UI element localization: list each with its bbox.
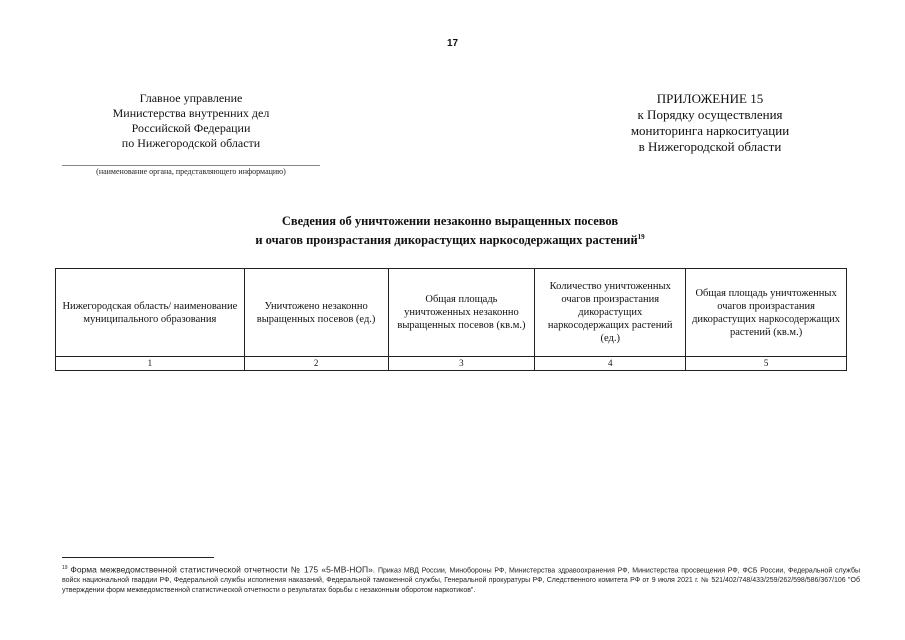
column-number: 5 [686,357,847,371]
authority-underline [62,165,320,166]
page-number: 17 [446,38,459,49]
report-table [55,268,847,371]
footnote-mark: 19 [62,565,68,571]
column-header-wild-foci-count: Количество уничтоженных очагов произрастания дикорастущих наркосодержащих растений (ед.) [535,269,686,357]
authority-caption: (наименование органа, представляющего информацию) [96,167,286,176]
authority-line: по Нижегородской области [121,136,261,150]
title-line-1: Сведения об уничтожении незаконно выращенных посевов [281,214,619,228]
appendix-line: ПРИЛОЖЕНИЕ 15 [656,91,764,106]
appendix-line: в Нижегородской области [638,139,782,154]
title-line-2-text: и очагов произрастания дикорастущих наркосодержащих растений [255,233,638,248]
authority-line: Российской Федерации [131,121,251,135]
appendix-line: к Порядку осуществления [637,107,783,122]
footnote [62,563,860,596]
reporting-authority [62,91,320,151]
footnote-lead: Форма межведомственной статистической отчетности № 175 «5-МВ-НОП». [70,564,376,575]
appendix-line: мониторинга наркоситуации [630,123,790,138]
title-line-2 [120,229,780,248]
column-number: 4 [535,357,686,371]
authority-line: Главное управление [139,91,243,105]
column-header-destroyed-crops: Уничтожено незаконно выращенных посевов (ед.) [244,269,388,357]
footnote-separator [62,557,214,558]
column-number: 2 [244,357,388,371]
column-number: 1 [56,357,245,371]
appendix-heading [600,91,820,155]
column-number-row [56,357,847,371]
document-title [120,213,780,248]
footnote-reference: 19 [637,233,645,241]
column-header-wild-foci-area: Общая площадь уничтоженных очагов произрастания дикорастущих наркосодержащих растений (кв.м.) [686,269,847,357]
table-header-row [56,269,847,357]
column-header-region: Нижегородская область/ наименование муниципального образования [56,269,245,357]
footnote-text: Приказ МВД России, Минобороны РФ, Министерства здравоохранения РФ, Министерства просвещения РФ, ФСБ России, Федеральной службы войск национальной гвардии РФ, Федеральной службы исполнения наказаний, Федеральной таможенной службы, Генеральной прокуратуры РФ, Следственного комитета РФ от 9 июля 2021 г. № 521/402/748/433/259/262/598/586/367/106 "Об утверждении форм межведомственной статистической отчетности о результатах борьбы с незаконным оборотом наркотиков". [62,567,860,595]
column-number: 3 [388,357,535,371]
authority-line: Министерства внутренних дел [112,106,270,120]
column-header-crops-area: Общая площадь уничтоженных незаконно выращенных посевов (кв.м.) [388,269,535,357]
